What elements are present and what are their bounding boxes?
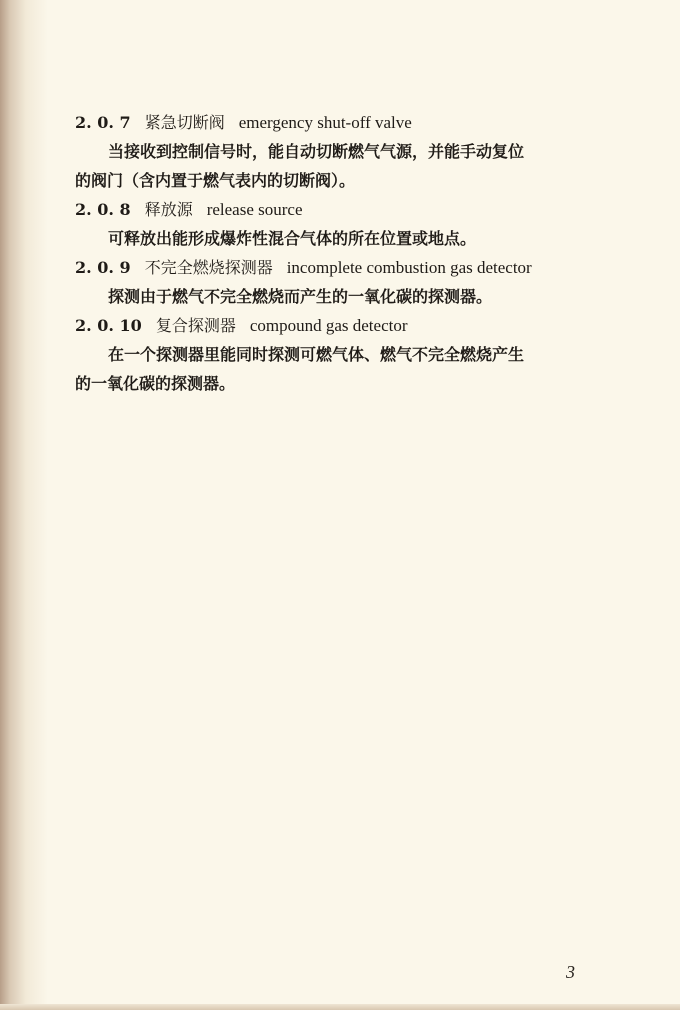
term-number: 2. 0. 10 bbox=[75, 316, 142, 335]
term-chinese-name: 紧急切断阀 bbox=[144, 113, 225, 132]
page-number: 3 bbox=[566, 962, 575, 982]
terms-section bbox=[75, 108, 625, 398]
term-english-name: incomplete combustion gas detector bbox=[286, 258, 532, 277]
term-heading bbox=[75, 253, 625, 282]
term-definition-line: 的一氧化碳的探测器。 bbox=[75, 374, 236, 393]
term-heading bbox=[75, 311, 625, 340]
term-number: 2. 0. 8 bbox=[75, 200, 131, 219]
term-chinese-name: 释放源 bbox=[144, 200, 193, 219]
term-definition-line: 探测由于燃气不完全燃烧而产生的一氧化碳的探测器。 bbox=[108, 287, 493, 306]
term-2-0-7 bbox=[75, 108, 625, 195]
term-chinese-name: 不完全燃烧探测器 bbox=[144, 258, 273, 277]
term-chinese-name: 复合探测器 bbox=[155, 316, 236, 335]
term-english-name: compound gas detector bbox=[249, 316, 408, 335]
term-heading bbox=[75, 195, 625, 224]
term-2-0-10 bbox=[75, 311, 625, 398]
term-heading bbox=[75, 108, 625, 137]
term-english-name: emergency shut-off valve bbox=[238, 113, 412, 132]
term-definition-line: 的阀门（含内置于燃气表内的切断阀）。 bbox=[75, 171, 356, 190]
term-definition-line: 当接收到控制信号时，能自动切断燃气气源，并能手动复位 bbox=[108, 142, 525, 161]
term-english-name: release source bbox=[206, 200, 303, 219]
term-number: 2. 0. 9 bbox=[75, 258, 131, 277]
term-number: 2. 0. 7 bbox=[75, 113, 131, 132]
term-2-0-9 bbox=[75, 253, 625, 311]
term-definition-line: 可释放出能形成爆炸性混合气体的所在位置或地点。 bbox=[108, 229, 477, 248]
term-definition-line: 在一个探测器里能同时探测可燃气体、燃气不完全燃烧产生 bbox=[108, 345, 525, 364]
term-2-0-8 bbox=[75, 195, 625, 253]
page-bottom-edge bbox=[0, 1004, 680, 1010]
